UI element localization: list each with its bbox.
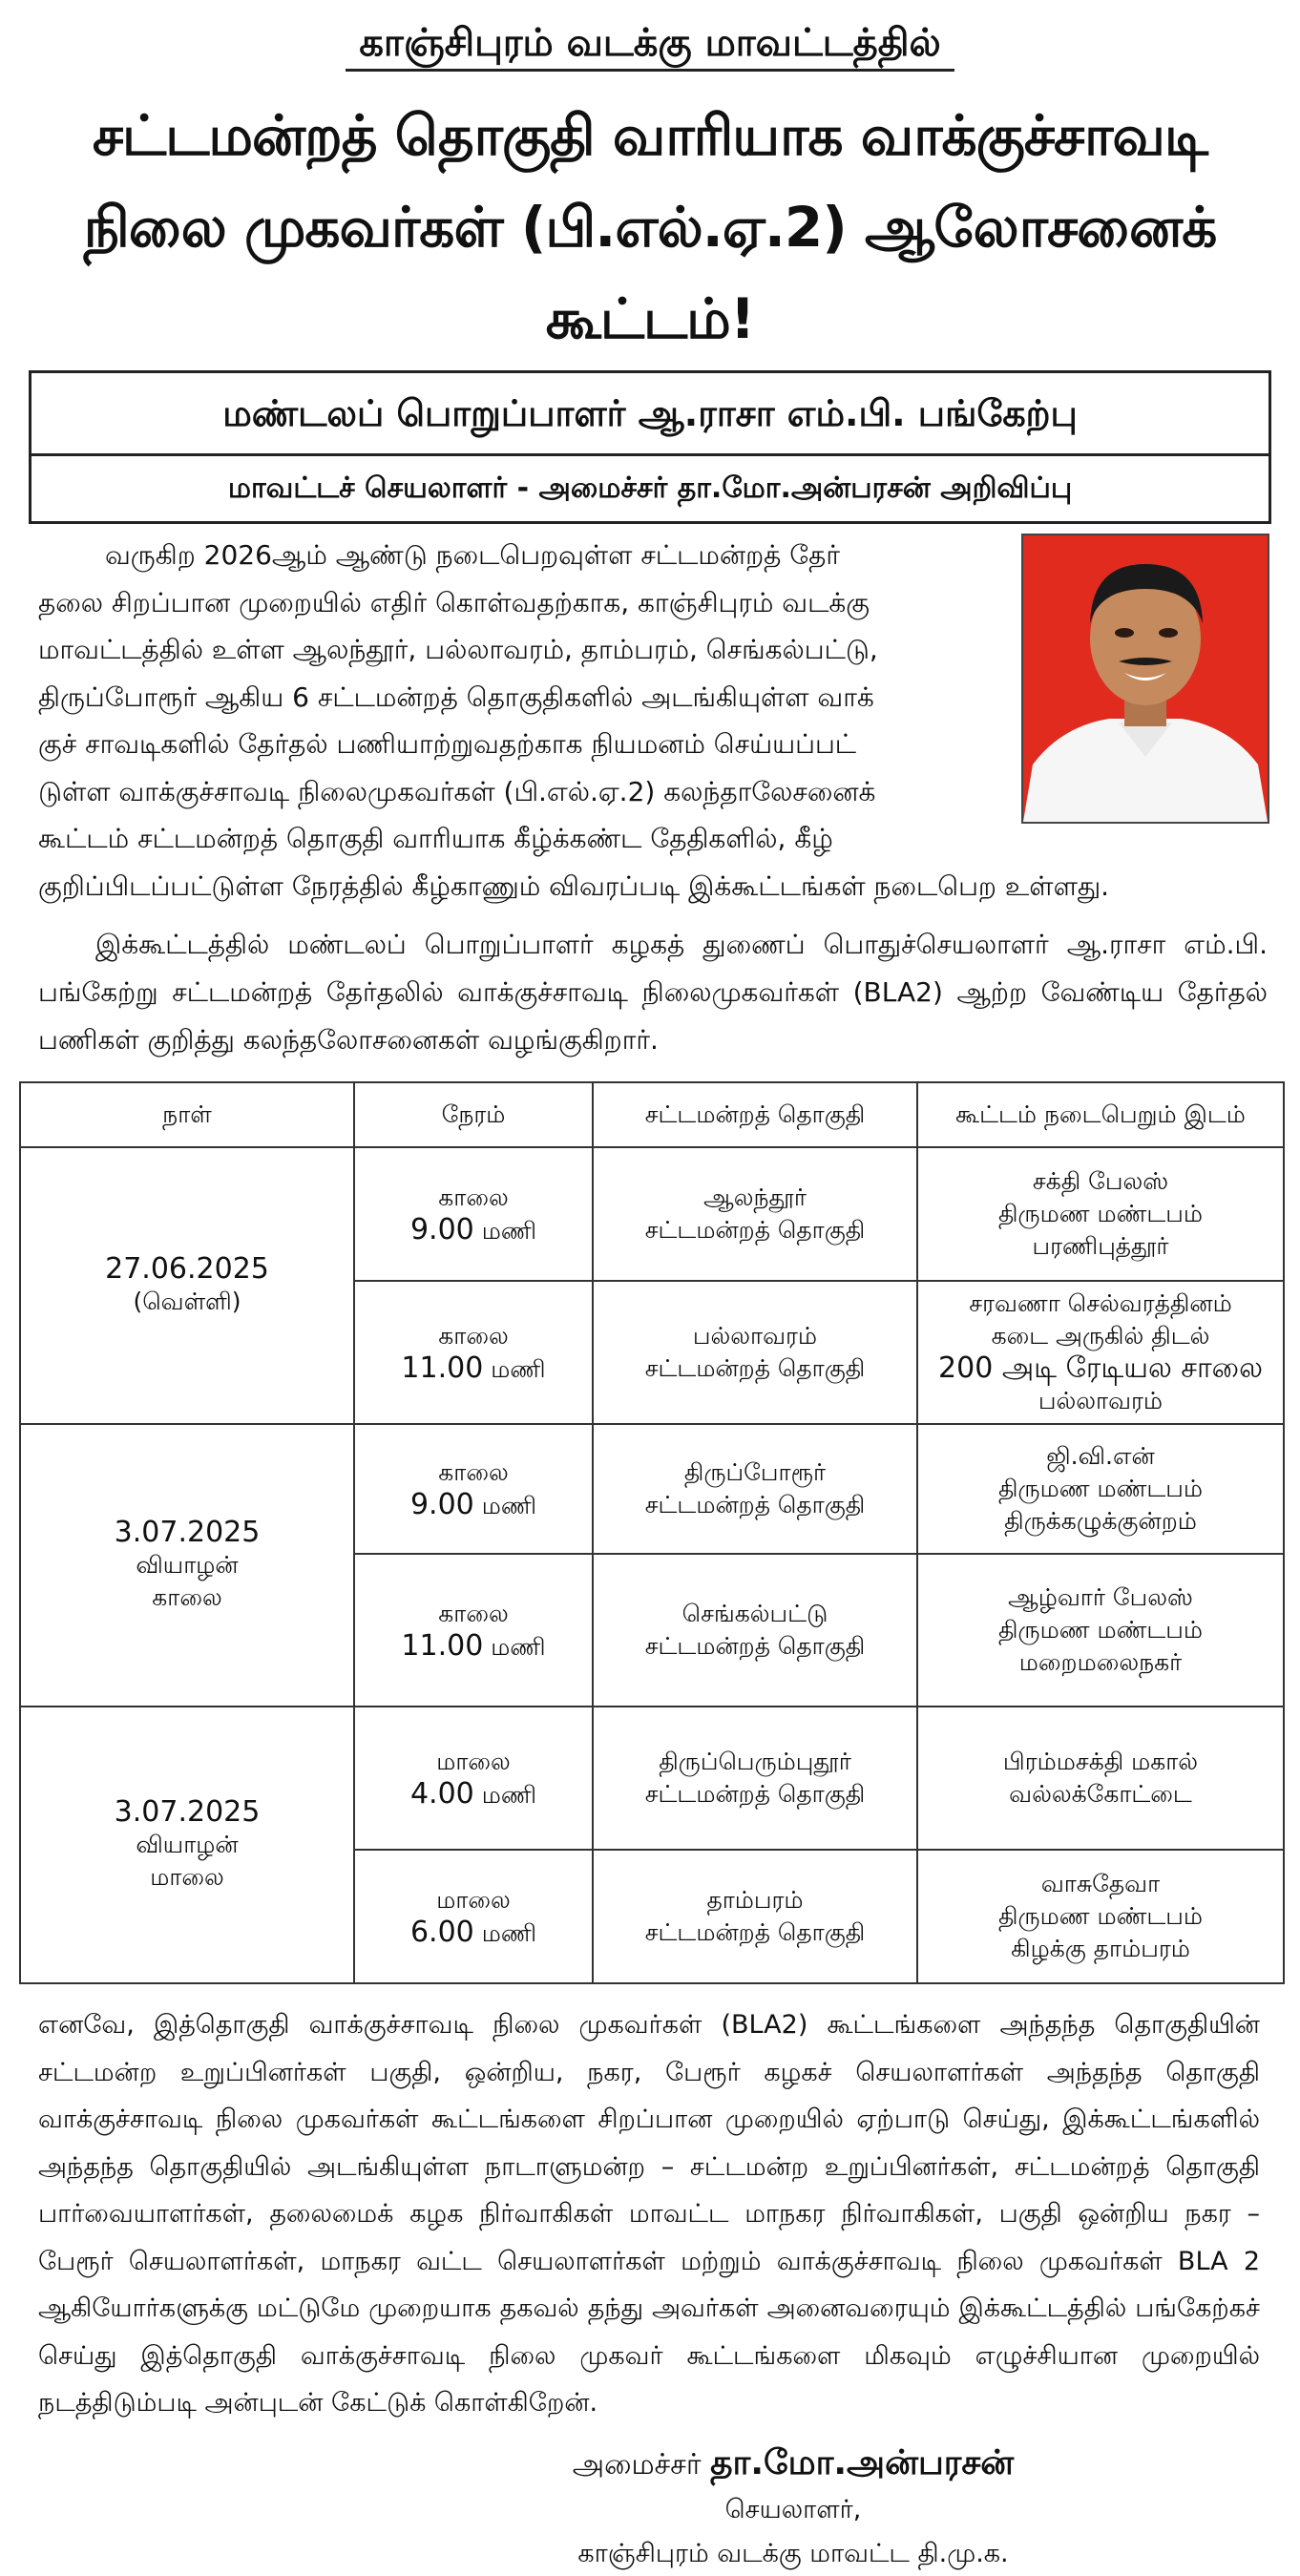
venue-line: பரணிபுத்தூர்: [1032, 1232, 1169, 1260]
constituency-name: திருப்போரூர்: [683, 1458, 827, 1486]
venue-line: ஆழ்வார் பேலஸ்: [1008, 1583, 1193, 1611]
time-label: காலை: [438, 1321, 509, 1350]
district-heading: [19, 0, 1281, 76]
venue-line: 200 அடி ரேடியல சாலை: [938, 1351, 1263, 1385]
time-value: 6.00: [409, 1915, 474, 1949]
date-cell: [20, 1424, 354, 1707]
venue-line: கடை அருகில் திடல்: [991, 1322, 1210, 1350]
time-cell: [354, 1850, 593, 1983]
venue-line: வாசுதேவா: [1040, 1870, 1161, 1897]
table-row: [20, 1424, 1284, 1554]
intro-line: தலை சிறப்பான முறையில் எதிர் கொள்வதற்காக, காஞ்சிபுரம் வடக்கு: [38, 586, 870, 618]
date-value: 3.07.2025: [114, 1795, 261, 1829]
time-cell: [354, 1707, 593, 1850]
time-cell: [354, 1554, 593, 1707]
constituency-cell: [593, 1850, 917, 1983]
time-label: மாலை: [436, 1885, 511, 1914]
constituency-name: தாம்பரம்: [706, 1886, 804, 1914]
constituency-name: ஆலந்தூர்: [703, 1183, 807, 1211]
venue-line: திருமண மண்டபம்: [997, 1902, 1204, 1930]
venue-cell: [917, 1707, 1284, 1850]
time-value: 11.00: [401, 1628, 484, 1663]
subtitle-participation: மண்டலப் பொறுப்பாளர் ஆ.ராசா எம்.பி. பங்கேற்பு: [31, 373, 1269, 456]
date-cell: [20, 1147, 354, 1424]
constituency-name: பல்லாவரம்: [692, 1322, 818, 1350]
venue-line: மறைமலைநகர்: [1018, 1648, 1183, 1676]
time-unit: மணி: [491, 1354, 546, 1383]
intro-line: டுள்ள வாக்குச்சாவடி நிலைமுகவர்கள் (பி.எல்.ஏ.2) கலந்தாலேசனைக்: [38, 775, 876, 807]
venue-line: சக்தி பேலஸ்: [1032, 1167, 1169, 1195]
constituency-name: திருப்பெரும்புதூர்: [659, 1748, 851, 1775]
constituency-suffix: சட்டமன்றத் தொகுதி: [644, 1918, 866, 1946]
venue-cell: [917, 1850, 1284, 1983]
schedule-table: [19, 1081, 1285, 1984]
date-value: 3.07.2025: [114, 1516, 261, 1549]
time-label: காலை: [438, 1457, 509, 1486]
table-row: [20, 1147, 1284, 1281]
session-value: காலை: [152, 1583, 222, 1611]
constituency-cell: [593, 1554, 917, 1707]
venue-line: பிரம்மசக்தி மகால்: [1002, 1748, 1199, 1775]
time-label: காலை: [438, 1183, 509, 1211]
time-value: 11.00: [401, 1351, 484, 1385]
time-cell: [354, 1424, 593, 1554]
venue-line: கிழக்கு தாம்பரம்: [1011, 1935, 1190, 1962]
time-label: காலை: [438, 1599, 509, 1627]
time-unit: மணி: [481, 1780, 537, 1809]
venue-line: பல்லாவரம்: [1038, 1387, 1164, 1414]
table-header-row: [20, 1082, 1284, 1147]
time-cell: [354, 1281, 593, 1424]
session-value: மாலை: [150, 1863, 224, 1891]
day-value: வியாழன்: [136, 1551, 239, 1579]
venue-line: திருக்கழுக்குன்றம்: [1004, 1507, 1197, 1535]
participation-text: இக்கூட்டத்தில் மண்டலப் பொறுப்பாளர் கழகத் துணைப் பொதுச்செயலாளர் ஆ.ராசா எம்.பி. பங்கேற்று சட்டமன்றத் தேர்தலில் வாக்குச்சாவடி நிலைமுகவர்கள் (BLA2) ஆற்ற வேண்டிய தேர்தல் பணிகள் குறித்து கலந்தலோசனைகள் வழங்குகிறார்.: [38, 929, 1268, 1056]
time-value: 9.00: [409, 1487, 474, 1521]
closing-paragraph: எனவே, இத்தொகுதி வாக்குச்சாவடி நிலை முகவர்கள் (BLA2) கூட்டங்களை அந்தந்த தொகுதியின் சட்டமன்ற உறுப்பினர்கள் பகுதி, ஒன்றிய, நகர, பேரூர் கழகச் செயலாளர்கள் அந்தந்த தொகுதி வாக்குச்சாவடி நிலை முகவர்கள் கூட்டங்களை சிறப்பான முறையில் ஏற்பாடு செய்து, இக்கூட்டங்களில் அந்தந்த தொகுதியில் அடங்கியுள்ள நாடாளுமன்ற – சட்டமன்ற உறுப்பினர்கள், சட்டமன்றத் தொகுதி பார்வையாளர்கள், தலைமைக் கழக நிர்வாகிகள் மாவட்ட மாநகர நிர்வாகிகள், பகுதி ஒன்றிய நகர – பேரூர் செயலாளர்கள், மாநகர வட்ட செயலாளர்கள் மற்றும் வாக்குச்சாவடி நிலை முகவர்கள் BLA 2 ஆகியோர்களுக்கு மட்டுமே முறையாக தகவல் தந்து அவர்கள் அனைவரையும் இக்கூட்டத்தில் பங்கேற்கச் செய்து இத்தொகுதி வாக்குச்சாவடி நிலை முகவர் கூட்டங்களை மிகவும் எழுச்சியான முறையில் நடத்திடும்படி அன்புடன் கேட்டுக் கொள்கிறேன்.: [38, 2010, 1260, 2418]
venue-line: வல்லக்கோட்டை: [1009, 1780, 1192, 1808]
header-venue: கூட்டம் நடைபெறும் இடம்: [917, 1082, 1284, 1147]
minister-photo: [1021, 534, 1269, 824]
venue-cell: [917, 1554, 1284, 1707]
time-value: 9.00: [409, 1212, 474, 1246]
time-unit: மணி: [481, 1491, 537, 1519]
intro-line: வருகிற 2026ஆம் ஆண்டு நடைபெறவுள்ள சட்டமன்றத் தேர்: [105, 539, 841, 571]
constituency-cell: [593, 1707, 917, 1850]
signature-org: காஞ்சிபுரம் வடக்கு மாவட்ட தி.மு.க.: [577, 2538, 1009, 2568]
subtitle-box: [29, 370, 1271, 524]
intro-section: [19, 532, 1281, 917]
time-unit: மணி: [491, 1632, 546, 1661]
time-value: 4.00: [409, 1776, 474, 1811]
venue-cell: [917, 1281, 1284, 1424]
intro-line: குச் சாவடிகளில் தேர்தல் பணியாற்றுவதற்காக நியமனம் செய்யப்பட்: [38, 728, 857, 760]
venue-line: திருமண மண்டபம்: [997, 1475, 1204, 1502]
date-cell: [20, 1707, 354, 1983]
header-constituency: சட்டமன்றத் தொகுதி: [593, 1082, 917, 1147]
constituency-suffix: சட்டமன்றத் தொகுதி: [644, 1216, 866, 1244]
venue-line: திருமண மண்டபம்: [997, 1200, 1204, 1227]
table-row: [20, 1707, 1284, 1850]
day-value: வியாழன்: [136, 1831, 239, 1858]
intro-line: மாவட்டத்தில் உள்ள ஆலந்தூர், பல்லாவரம், தாம்பரம், செங்கல்பட்டு,: [38, 634, 878, 665]
constituency-suffix: சட்டமன்றத் தொகுதி: [644, 1780, 866, 1808]
headline-line-1: சட்டமன்றத் தொகுதி வாரியாக வாக்குச்சாவடி: [92, 103, 1208, 168]
constituency-cell: [593, 1281, 917, 1424]
header-time: நேரம்: [354, 1082, 593, 1147]
venue-cell: [917, 1147, 1284, 1281]
time-unit: மணி: [481, 1216, 537, 1245]
subtitle-announcement: மாவட்டச் செயலாளர் - அமைச்சர் தா.மோ.அன்பரசன் அறிவிப்பு: [227, 471, 1073, 505]
headline-line-2: நிலை முகவர்கள் (பி.எல்.ஏ.2) ஆலோசனைக் கூட்டம்!: [83, 195, 1217, 351]
time-cell: [354, 1147, 593, 1281]
constituency-name: செங்கல்பட்டு: [681, 1600, 828, 1627]
venue-line: ஜி.வி.என்: [1046, 1442, 1155, 1470]
intro-line: கூட்டம் சட்டமன்றத் தொகுதி வாரியாக கீழ்க்கண்ட தேதிகளில், கீழ்: [38, 823, 833, 854]
venue-line: திருமண மண்டபம்: [997, 1616, 1204, 1644]
time-label: மாலை: [436, 1747, 511, 1775]
signature-block: [19, 2440, 1281, 2576]
day-value: (வெள்ளி): [133, 1288, 241, 1315]
constituency-suffix: சட்டமன்றத் தொகுதி: [644, 1632, 866, 1660]
constituency-cell: [593, 1147, 917, 1281]
constituency-suffix: சட்டமன்றத் தொகுதி: [644, 1354, 866, 1382]
constituency-suffix: சட்டமன்றத் தொகுதி: [644, 1491, 866, 1518]
venue-cell: [917, 1424, 1284, 1554]
signature-name: தா.மோ.அன்பரசன்: [710, 2442, 1015, 2482]
signature-prefix: அமைச்சர்: [572, 2447, 702, 2482]
intro-line: குறிப்பிடப்பட்டுள்ள நேரத்தில் கீழ்காணும் விவரப்படி இக்கூட்டங்கள் நடைபெற உள்ளது.: [38, 869, 1110, 902]
intro-line: திருப்போரூர் ஆகிய 6 சட்டமன்றத் தொகுதிகளில் அடங்கியுள்ள வாக்: [38, 681, 874, 713]
district-text: காஞ்சிபுரம் வடக்கு மாவட்டத்தில்: [346, 21, 954, 72]
header-date: நாள்: [20, 1082, 354, 1147]
participation-paragraph: [19, 921, 1281, 1064]
signature-role: செயலாளர்,: [724, 2494, 862, 2524]
constituency-cell: [593, 1424, 917, 1554]
venue-line: சரவணா செல்வரத்தினம்: [969, 1289, 1232, 1317]
date-value: 27.06.2025: [105, 1252, 269, 1286]
time-unit: மணி: [481, 1918, 537, 1947]
